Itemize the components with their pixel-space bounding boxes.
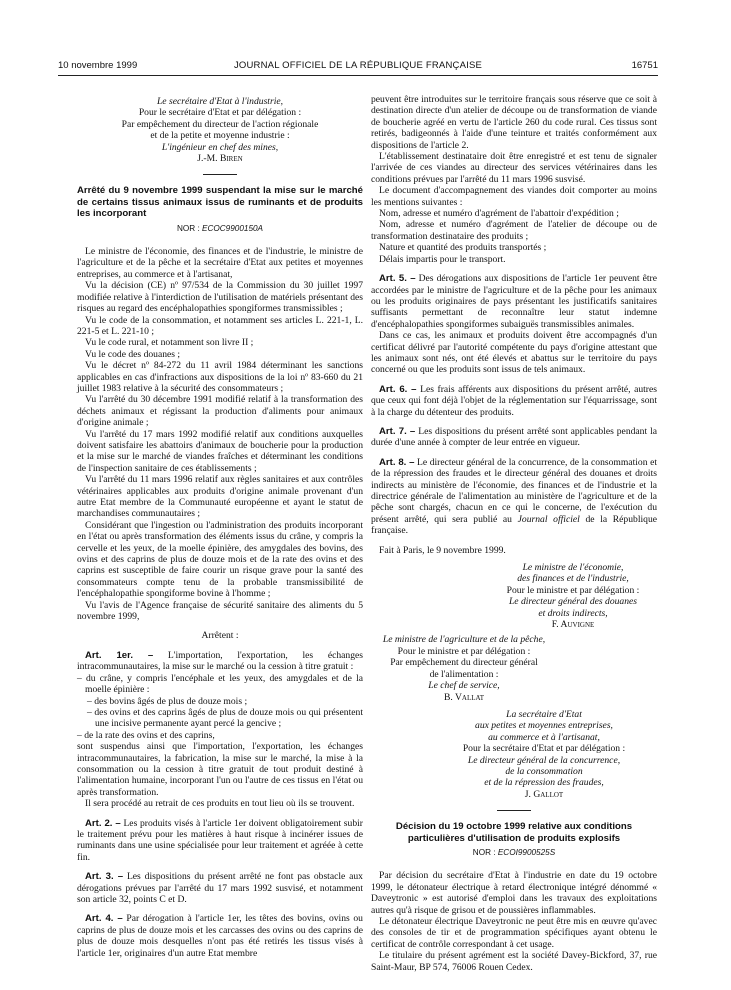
paragraph: Le ministre de l'économie, des finances et de l'industrie, le ministre de l'agriculture et de la pêche et la secrétaire d'Etat aux petites et moyennes entreprises, au commerce et à l'artisanat, (77, 246, 363, 280)
fait-a-paris: Fait à Paris, le 9 novembre 1999. (379, 544, 506, 556)
paragraph: Vu l'arrêté du 17 mars 1992 modifié relatif aux conditions auxquelles doivent satisfaire les abattoirs d'animaux de boucherie pour la production et la mise sur le marché de viandes fraîches et déterminant les conditions de l'inspection sanitaire de ces établissements ; (77, 428, 363, 474)
signature-line: et de la petite et moyenne industrie : (150, 130, 290, 142)
signature-line: et droits indirects, (538, 607, 608, 619)
paragraph: L'établissement destinataire doit être enregistré et est tenu de signaler l'arrivée de ces viandes au directeur des services vétérinaires dans les conditions prévues par l'arrêté du 11 mars 1996 susvisé. (371, 151, 657, 185)
header-rule (58, 75, 658, 76)
article-3 (77, 871, 363, 905)
paragraph: Par décision du secrétaire d'Etat à l'industrie en date du 19 octobre 1999, le détonateur électrique à retard électronique intégré dénommé « Daveytronic » est autorisé d'emploi dans les travaux des exploitations autres qu'à risque de grisou et de poussières inflammables. (371, 870, 657, 916)
paragraph: Dans ce cas, les animaux et produits doivent être accompagnés d'un certificat délivré par l'autorité compétente du pays d'origine attestant que les animaux sont nés, ont été élevés et abattus sur le territoire du pays concerné ou que les produits sont issus de tels animaux. (371, 330, 657, 376)
article-text: L'importation, l'exportation, les échanges intracommunautaires, la mise sur le marché ou la cession à titre gratuit : (77, 649, 363, 673)
signature-line: L'ingénieur en chef des mines, (161, 141, 279, 153)
article-text: Les dispositions du présent arrêté ne font pas obstacle aux dérogations prévues par l'arrêté du 17 mars 1992 susvisé, et notamment son article 32, points C et D. (77, 871, 363, 905)
signature-line: Le chef de service, (428, 680, 500, 692)
signature-name: F. Auvigne (551, 619, 595, 631)
list-item: – du crâne, y compris l'encéphale et les yeux, des amygdales et de la moelle épinière : (77, 672, 363, 696)
paragraph: Vu le code rural, et notamment son livre II ; (85, 337, 254, 349)
signature-agriculture (359, 634, 569, 702)
signature-line: Le directeur général de la concurrence, (467, 754, 621, 766)
signature-line: Par empêchement du directeur général (390, 657, 538, 669)
paragraph: Nom, adresse et numéro d'agrément de l'abattoir d'expédition ; (379, 208, 619, 220)
signature-line: Pour le ministre et par délégation : (397, 645, 531, 657)
article-1 (77, 650, 363, 673)
nor-reference (77, 223, 363, 234)
list-item: – des bovins âgés de plus de douze mois ; (87, 695, 248, 707)
right-column (371, 94, 657, 973)
article-6 (371, 384, 657, 418)
article-label: Art. 1er. – (85, 649, 154, 661)
signature-line: Le ministre de l'agriculture et de la pêche, (382, 634, 546, 646)
signature-line: Pour le ministre et par délégation : (506, 584, 640, 596)
signature-line: Le secrétaire d'Etat à l'industrie, (156, 96, 284, 107)
paragraph: Vu l'arrêté du 30 décembre 1991 modifié relatif à la transformation des déchets animaux et régissant la production d'aliments pour animaux d'origine animale ; (77, 394, 363, 429)
arrete-title: Arrêté du 9 novembre 1999 suspendant la mise sur le marché de certains tissus animaux issus de ruminants et de produits les incorporant (77, 185, 363, 220)
header-page-number: 16751 (631, 60, 658, 71)
article-label: Art. 5. – (379, 273, 416, 285)
nor-label: NOR : (472, 847, 498, 857)
signature-line: Le directeur général des douanes (508, 596, 638, 608)
list-item: – de la rate des ovins et des caprins, (77, 729, 215, 741)
paragraph: Vu le décret nº 84-272 du 11 avril 1984 déterminant les sanctions applicables en cas d'infractions aux dispositions de la loi nº 83-660 du 21 juillet 1983 relative à la sécurité des consommateurs ; (77, 360, 363, 394)
article-2 (77, 818, 363, 864)
article-5 (371, 273, 657, 330)
paragraph: sont suspendus ainsi que l'importation, l'exportation, les échanges intracommunautaires, la fabrication, la mise sur le marché, la mise à la consommation ou la cession à titre gratuit de tout produit destiné à l'alimentation humaine, incorporant l'un ou l'autre de ces tissus en l'état ou après transformation. (77, 741, 363, 798)
paragraph: Vu l'arrêté du 11 mars 1996 relatif aux règles sanitaires et aux contrôles vétérinaires applicables aux produits d'origine animale provenant d'un autre Etat membre de la Communauté européenne et ayant le statut de marchandises communautaires ; (77, 474, 363, 520)
arretent-heading: Arrêtent : (201, 630, 239, 642)
paragraph: Considérant que l'ingestion ou l'administration des produits incorporant en l'état ou après transformation des éléments issus du crâne, y compris la cervelle et les yeux, de la moelle épinière, des amygdales des bovins, des ovins et des caprins de plus de douze mois et de la rate des ovins et des caprins est susceptible de faire courir un risque grave pour la santé des consommateurs compte tenu de la probable transmissibilité de l'encéphalopathie spongiforme bovine à l'homme ; (77, 519, 363, 600)
left-column (77, 96, 363, 959)
paragraph: Il sera procédé au retrait de ces produits en tout lieu où ils se trouvent. (85, 798, 355, 810)
signature-line: de l'alimentation : (429, 668, 499, 680)
article-label: Art. 7. – (379, 425, 416, 437)
article-label: Art. 4. – (85, 913, 123, 925)
article-text: Des dérogations aux dispositions de l'article 1er peuvent être accordées par le ministre de l'agriculture et de la pêche pour les animaux ou les produits originaires de pays présentant les justificatifs sanitaires suffisants permettant de reconnaître leur statut indemne d'encéphalopathies spongiformes subaiguës transmissibles animales. (371, 273, 657, 330)
paragraph: Le titulaire du présent agrément est la société Davey-Bickford, 37, rue Saint-Maur, BP 574, 76006 Rouen Cedex. (371, 950, 657, 973)
signature-line: Pour la secrétaire d'Etat et par délégation : (462, 743, 626, 755)
signature-name: J.-M. Biren (197, 153, 243, 165)
journal-officiel-mention: Journal officiel (517, 513, 580, 525)
header-journal: JOURNAL OFFICIEL DE LA RÉPUBLIQUE FRANÇAISE (233, 60, 483, 71)
nor-code: ECOC9900150A (202, 223, 264, 233)
page-header (58, 60, 658, 74)
signature-line: de la consommation (505, 765, 583, 777)
separator (497, 810, 531, 811)
header-date: 10 novembre 1999 (58, 60, 138, 71)
article-label: Art. 6. – (379, 383, 417, 395)
signature-line: au commerce et à l'artisanat, (488, 731, 600, 743)
paragraph: Le document d'accompagnement des viandes doit comporter au moins les mentions suivantes : (371, 185, 657, 208)
article-text-end: de la République française. (371, 513, 658, 537)
signature-top (77, 96, 363, 164)
article-label: Art. 8. – (379, 456, 415, 468)
signature-line: aux petites et moyennes entreprises, (475, 720, 613, 732)
paragraph: Vu le code de la consommation, et notamment ses articles L. 221-1, L. 221-5 et L. 221-10 ; (77, 314, 363, 337)
decision-title: Décision du 19 octobre 1999 relative aux conditions particulières d'utilisation de produits explosifs (395, 821, 633, 844)
article-label: Art. 2. – (85, 817, 121, 829)
article-8 (371, 457, 657, 537)
signature-name: J. Gallot (524, 788, 564, 800)
signature-line: Le ministre de l'économie, (522, 562, 624, 574)
list-item: – des ovins et des caprins âgés de plus de douze mois ou qui présentent une incisive permanente ayant percé la gencive ; (87, 706, 363, 730)
article-7 (371, 426, 657, 449)
paragraph: Délais impartis pour le transport. (379, 253, 506, 265)
paragraph: Nature et quantité des produits transportés ; (379, 242, 547, 254)
nor-reference (371, 847, 657, 858)
paragraph: Vu la décision (CE) nº 97/534 de la Commission du 30 juillet 1997 modifiée relative à l'interdiction de l'utilisation de matériels présentant des risques au regard des encéphalopathies spongiformes transmissibles ; (77, 280, 363, 315)
paragraph: Vu l'avis de l'Agence française de sécurité sanitaire des aliments du 5 novembre 1999, (77, 599, 363, 623)
paragraph: Nom, adresse et numéro d'agrément de l'atelier de découpe ou de transformation destinataire des produits ; (371, 219, 657, 242)
signature-economie (489, 562, 657, 630)
signature-line: La secrétaire d'Etat (506, 708, 582, 720)
paragraph: Vu le code des douanes ; (85, 348, 181, 360)
nor-label: NOR : (176, 223, 203, 233)
paragraph: peuvent être introduites sur le territoire français sous réserve que ce soit à destination directe d'un atelier de découpe ou de transformation de viande de boucherie agréé en vertu de l'article 260 du code rural. Ces tissus sont retirés, badigeonnés à l'aide d'une teinture et traités conformément aux dispositions de l'article 2. (371, 94, 657, 151)
article-label: Art. 3. – (85, 871, 124, 883)
signature-line: Par empêchement du directeur de l'action régionale (121, 118, 319, 130)
signature-line: Pour le secrétaire d'Etat et par délégation : (138, 107, 302, 119)
article-text: Les produits visés à l'article 1er doivent obligatoirement subir le traitement prévu pour les matières à haut risque à incinérer issues de ruminants dans une usine spécialisée pour leur traitement et agréée à cette fin. (77, 817, 363, 863)
article-text: Les dispositions du présent arrêté sont applicables pendant la durée d'une année à compter de leur entrée en vigueur. (371, 425, 657, 449)
paragraph: Le détonateur électrique Daveytronic ne peut être mis en œuvre qu'avec des consoles de tir et de programmation spécifiques ayant obtenu le certificat de contrôle correspondant à cet usage. (371, 916, 657, 950)
nor-code: ECOI9900525S (497, 847, 556, 857)
signature-pme (431, 709, 657, 800)
article-text: Les frais afférents aux dispositions du présent arrêté, autres que ceux qui font déjà l'objet de la réglementation sur l'équarrissage, sont à la charge du détenteur des produits. (371, 383, 657, 418)
article-text: Par dérogation à l'article 1er, les têtes des bovins, ovins ou caprins de plus de douze mois et les carcasses des ovins ou des caprins de plus de douze mois desquelles n'ont pas été retirés les tissus visés à l'article 1er, originaires d'un autre Etat membre (77, 913, 363, 959)
signature-line: et de la répression des fraudes, (484, 777, 604, 789)
article-text: Le directeur général de la concurrence, de la consommation et de la répression des fraudes et le directeur général des douanes et droits indirects au ministère de l'économie, des finances et de l'industrie et la directrice générale de l'alimentation au ministère de l'agriculture et de la pêche sont chargés, chacun en ce qui le concerne, de l'exécution du présent arrêté, qui sera publié au (371, 456, 657, 525)
signature-name: B. Vallat (443, 691, 485, 703)
separator (203, 174, 237, 175)
signature-line: des finances et de l'industrie, (517, 573, 629, 585)
article-4 (77, 913, 363, 959)
